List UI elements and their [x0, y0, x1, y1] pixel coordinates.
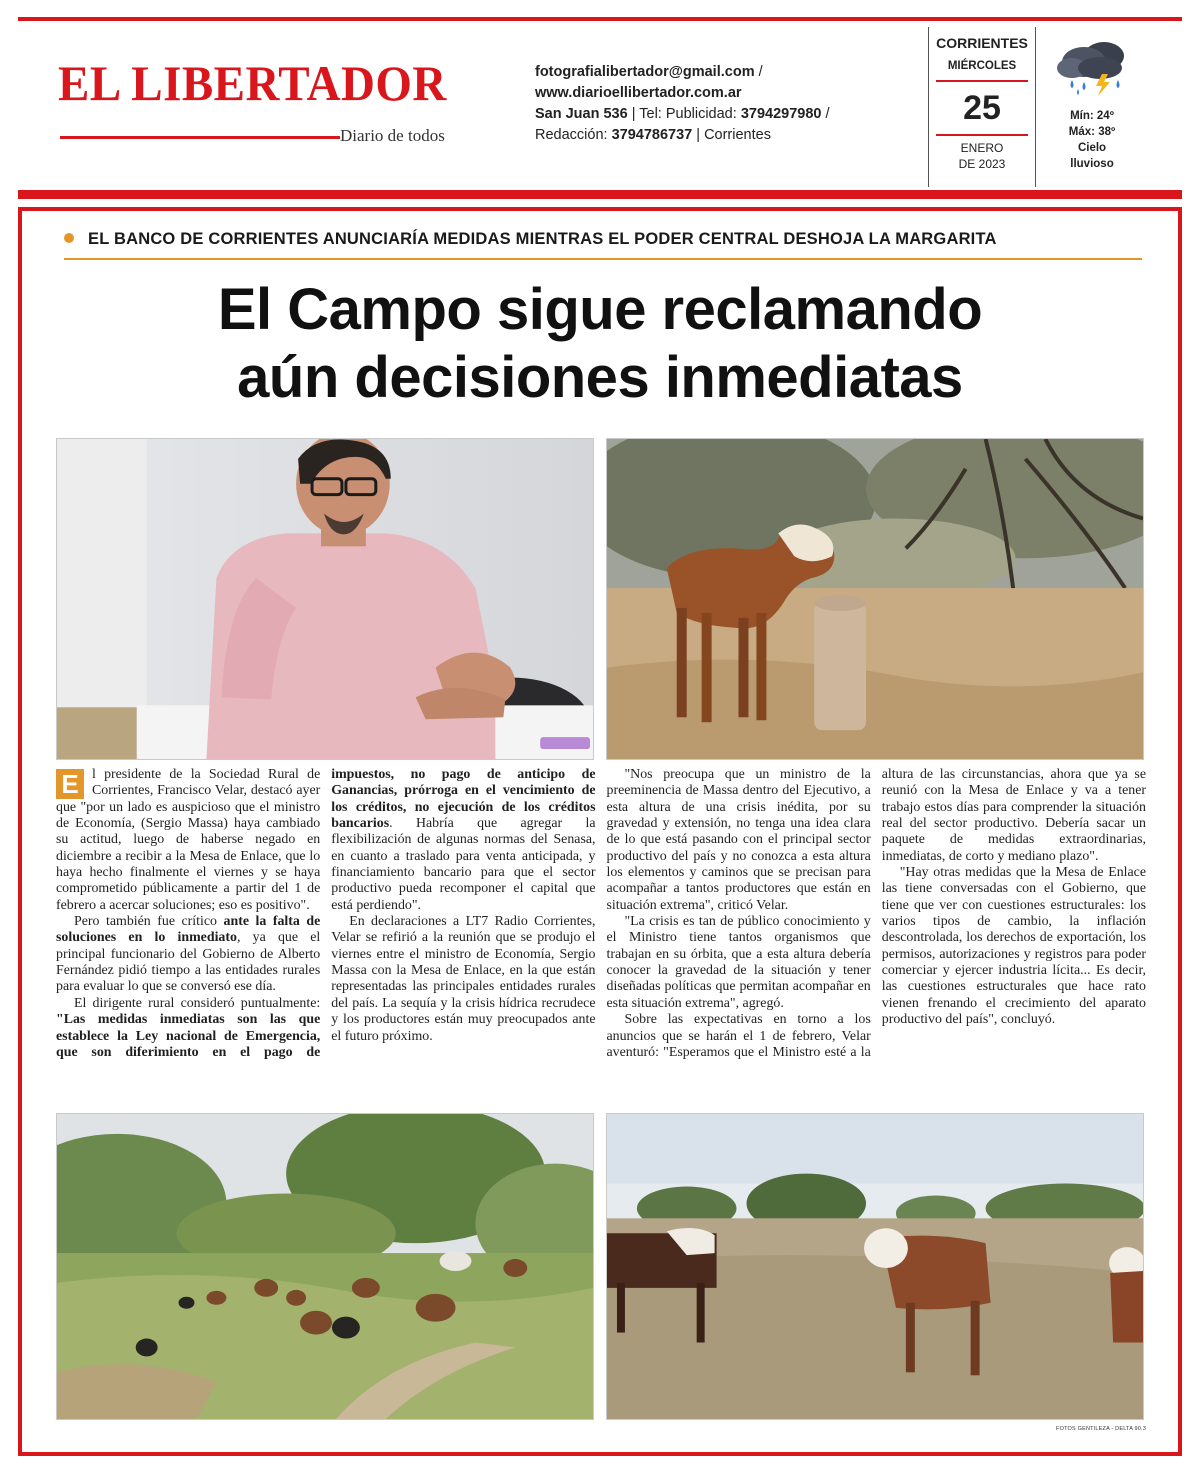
date-month-year [929, 141, 1035, 172]
date-day-frame [936, 80, 1028, 136]
photo-cattle-in-dry-field [606, 1113, 1144, 1420]
contact-newsroom-label: Redacción: [535, 127, 608, 144]
body-paragraph: E l presidente de la Sociedad Rural de Corrientes, Francisco Velar, destacó ayer que "por un lado es auspicioso que el ministro de Economía, (Sergio Massa) haya cambiado su actitud, luego de haberse negado en diciembre a recibir a la Mesa de Enlace, que lo haya hecho finalmente el viernes y se haya comprometido públicamente a partir del 1 de febrero a acercar soluciones; eso es positivo". [56, 767, 321, 913]
article-kicker [64, 230, 1142, 260]
photo-francisco-velar [56, 438, 594, 760]
contact-block: fotografialibertador@gmail.com / www.diarioellibertador.com.ar San Juan 536 | Tel: Publicidad: 3794297980 / Redacción: 3794786737 | Corrientes [535, 64, 830, 144]
article-headline [40, 276, 1160, 412]
date-year: DE 2023 [958, 156, 1006, 171]
weather-condition-line1: Cielo [1077, 142, 1107, 155]
contact-city: Corrientes [704, 127, 771, 144]
headline-line-1: El Campo sigue reclamando [217, 277, 983, 342]
body-paragraph: "Nos preocupa que un ministro de la preeminencia de Massa dentro del Ejecutivo, a esta altura de una crisis inédita, por su gravedad y extensión, no tenga una idea clara de lo que está pasando con el principal sector productivo del país y no conozca a esta altura los elementos y caminos que se precisan para acompañar a tantos productores que están en situación extrema", criticó Velar. [606, 767, 871, 913]
body-paragraph: "Hay otras medidas que la Mesa de Enlace las tiene conversadas con el Gobierno, que tiene que ver con cuestiones estructurales: los varios tipos de cambio, la inflación descontrolada, los derechos de exportación, los permisos, autorizaciones y registros para poder comerciar y ejercer industria lícita... Es decir, las cuestiones estructurales que hace rato vienen frenando el crecimiento del aparato productivo del país", concluyó. [881, 865, 1146, 1028]
photo-cattle-on-trail [56, 1113, 594, 1420]
weather-box [1040, 30, 1144, 185]
weather-condition-line2: lluvioso [1070, 158, 1114, 171]
contact-tel-number: 3794297980 [740, 106, 822, 123]
drop-cap: E [56, 769, 84, 799]
contact-email: fotografialibertador@gmail.com [535, 64, 755, 80]
body-paragraph: Pero también fue crítico ante la falta de soluciones en lo inmediato, ya que el principal funcionario del Gobierno de Alberto Fernández pidió tiempo a las entidades rurales para evaluar lo que se conversó ese día. [56, 914, 321, 995]
photo-credit: FOTOS GENTILEZA - DELTA 90.3 [1056, 1426, 1146, 1432]
storm-cloud-icon [1052, 36, 1132, 98]
photo-calf-at-stump [606, 438, 1144, 760]
weather-min: Mín: 24º [1070, 110, 1114, 122]
body-paragraph: El dirigente rural consideró puntualmente: "Las medidas inmediatas son las que establece la Ley nacional de Emergencia, que son diferimiento en el pago de impuestos, no pago de anticipo de Ganancias, prórroga en el vencimiento de los créditos, no ejecución de los créditos bancarios. Habría que agregar la flexibilización de algunas normas del Senasa, en cuanto a traslado para venta anticipada, y financiamiento bancario para que el sector productivo pueda recomponer el capital que está perdiendo". [56, 767, 596, 1060]
contact-newsroom-number: 3794786737 [611, 127, 693, 144]
masthead [58, 55, 458, 148]
kicker-bullet-icon [64, 233, 74, 243]
newspaper-logo: EL LIBERTADOR [58, 55, 447, 111]
date-month: ENERO [960, 141, 1004, 155]
date-city: CORRIENTES [936, 35, 1028, 51]
newspaper-slogan: Diario de todos [340, 126, 445, 145]
header-rule [18, 190, 1182, 199]
weather-temps [1040, 108, 1144, 172]
date-box [928, 27, 1036, 187]
body-paragraph: "La crisis es tan de público conocimiento y el Ministro tiene tantos organismos que trabajan en su órbita, que a esta altura debería conocer la gravedad de la situación y tener diseñadas políticas que permitan acompañar en esta situación extrema", agregó. [606, 914, 871, 1011]
logo-underline [60, 136, 340, 139]
date-day: 25 [963, 88, 1001, 127]
article-body [56, 767, 1146, 1107]
kicker-text: EL BANCO DE CORRIENTES ANUNCIARÍA MEDIDAS MIENTRAS EL PODER CENTRAL DESHOJA LA MARGARITA [88, 230, 997, 248]
contact-tel-label: Tel: Publicidad: [639, 106, 737, 123]
contact-address: San Juan 536 [535, 106, 628, 123]
body-paragraph: Sobre las expectativas en torno a los anuncios que se harán el 1 de febrero, Velar aventuró: "Esperamos que el Ministro esté a la altura de las circunstancias, ahora que ya se reunió con la Mesa de Enlace y va a tener trabajo estos días para comprender la situación real del sector productivo. Debería sacar un paquete de medidas extraordinarias, inmediatas, de corto y mediano plazo". [606, 767, 1146, 1060]
weather-max: Máx: 38º [1068, 126, 1116, 139]
top-rule [18, 17, 1182, 21]
date-weekday: MIÉRCOLES [947, 60, 1017, 72]
contact-web: www.diarioellibertador.com.ar [535, 85, 742, 102]
body-paragraph: En declaraciones a LT7 Radio Corrientes, Velar se refirió a la reunión que se produjo el viernes entre el ministro de Economía, Sergio Massa con la Mesa de Enlace, en la que están representadas las principales entidades rurales del país. La sequía y la crisis hídrica recrudece y los productores están muy preocupados ante el futuro próximo. [331, 914, 596, 1044]
headline-line-2: aún decisiones inmediatas [237, 345, 963, 410]
